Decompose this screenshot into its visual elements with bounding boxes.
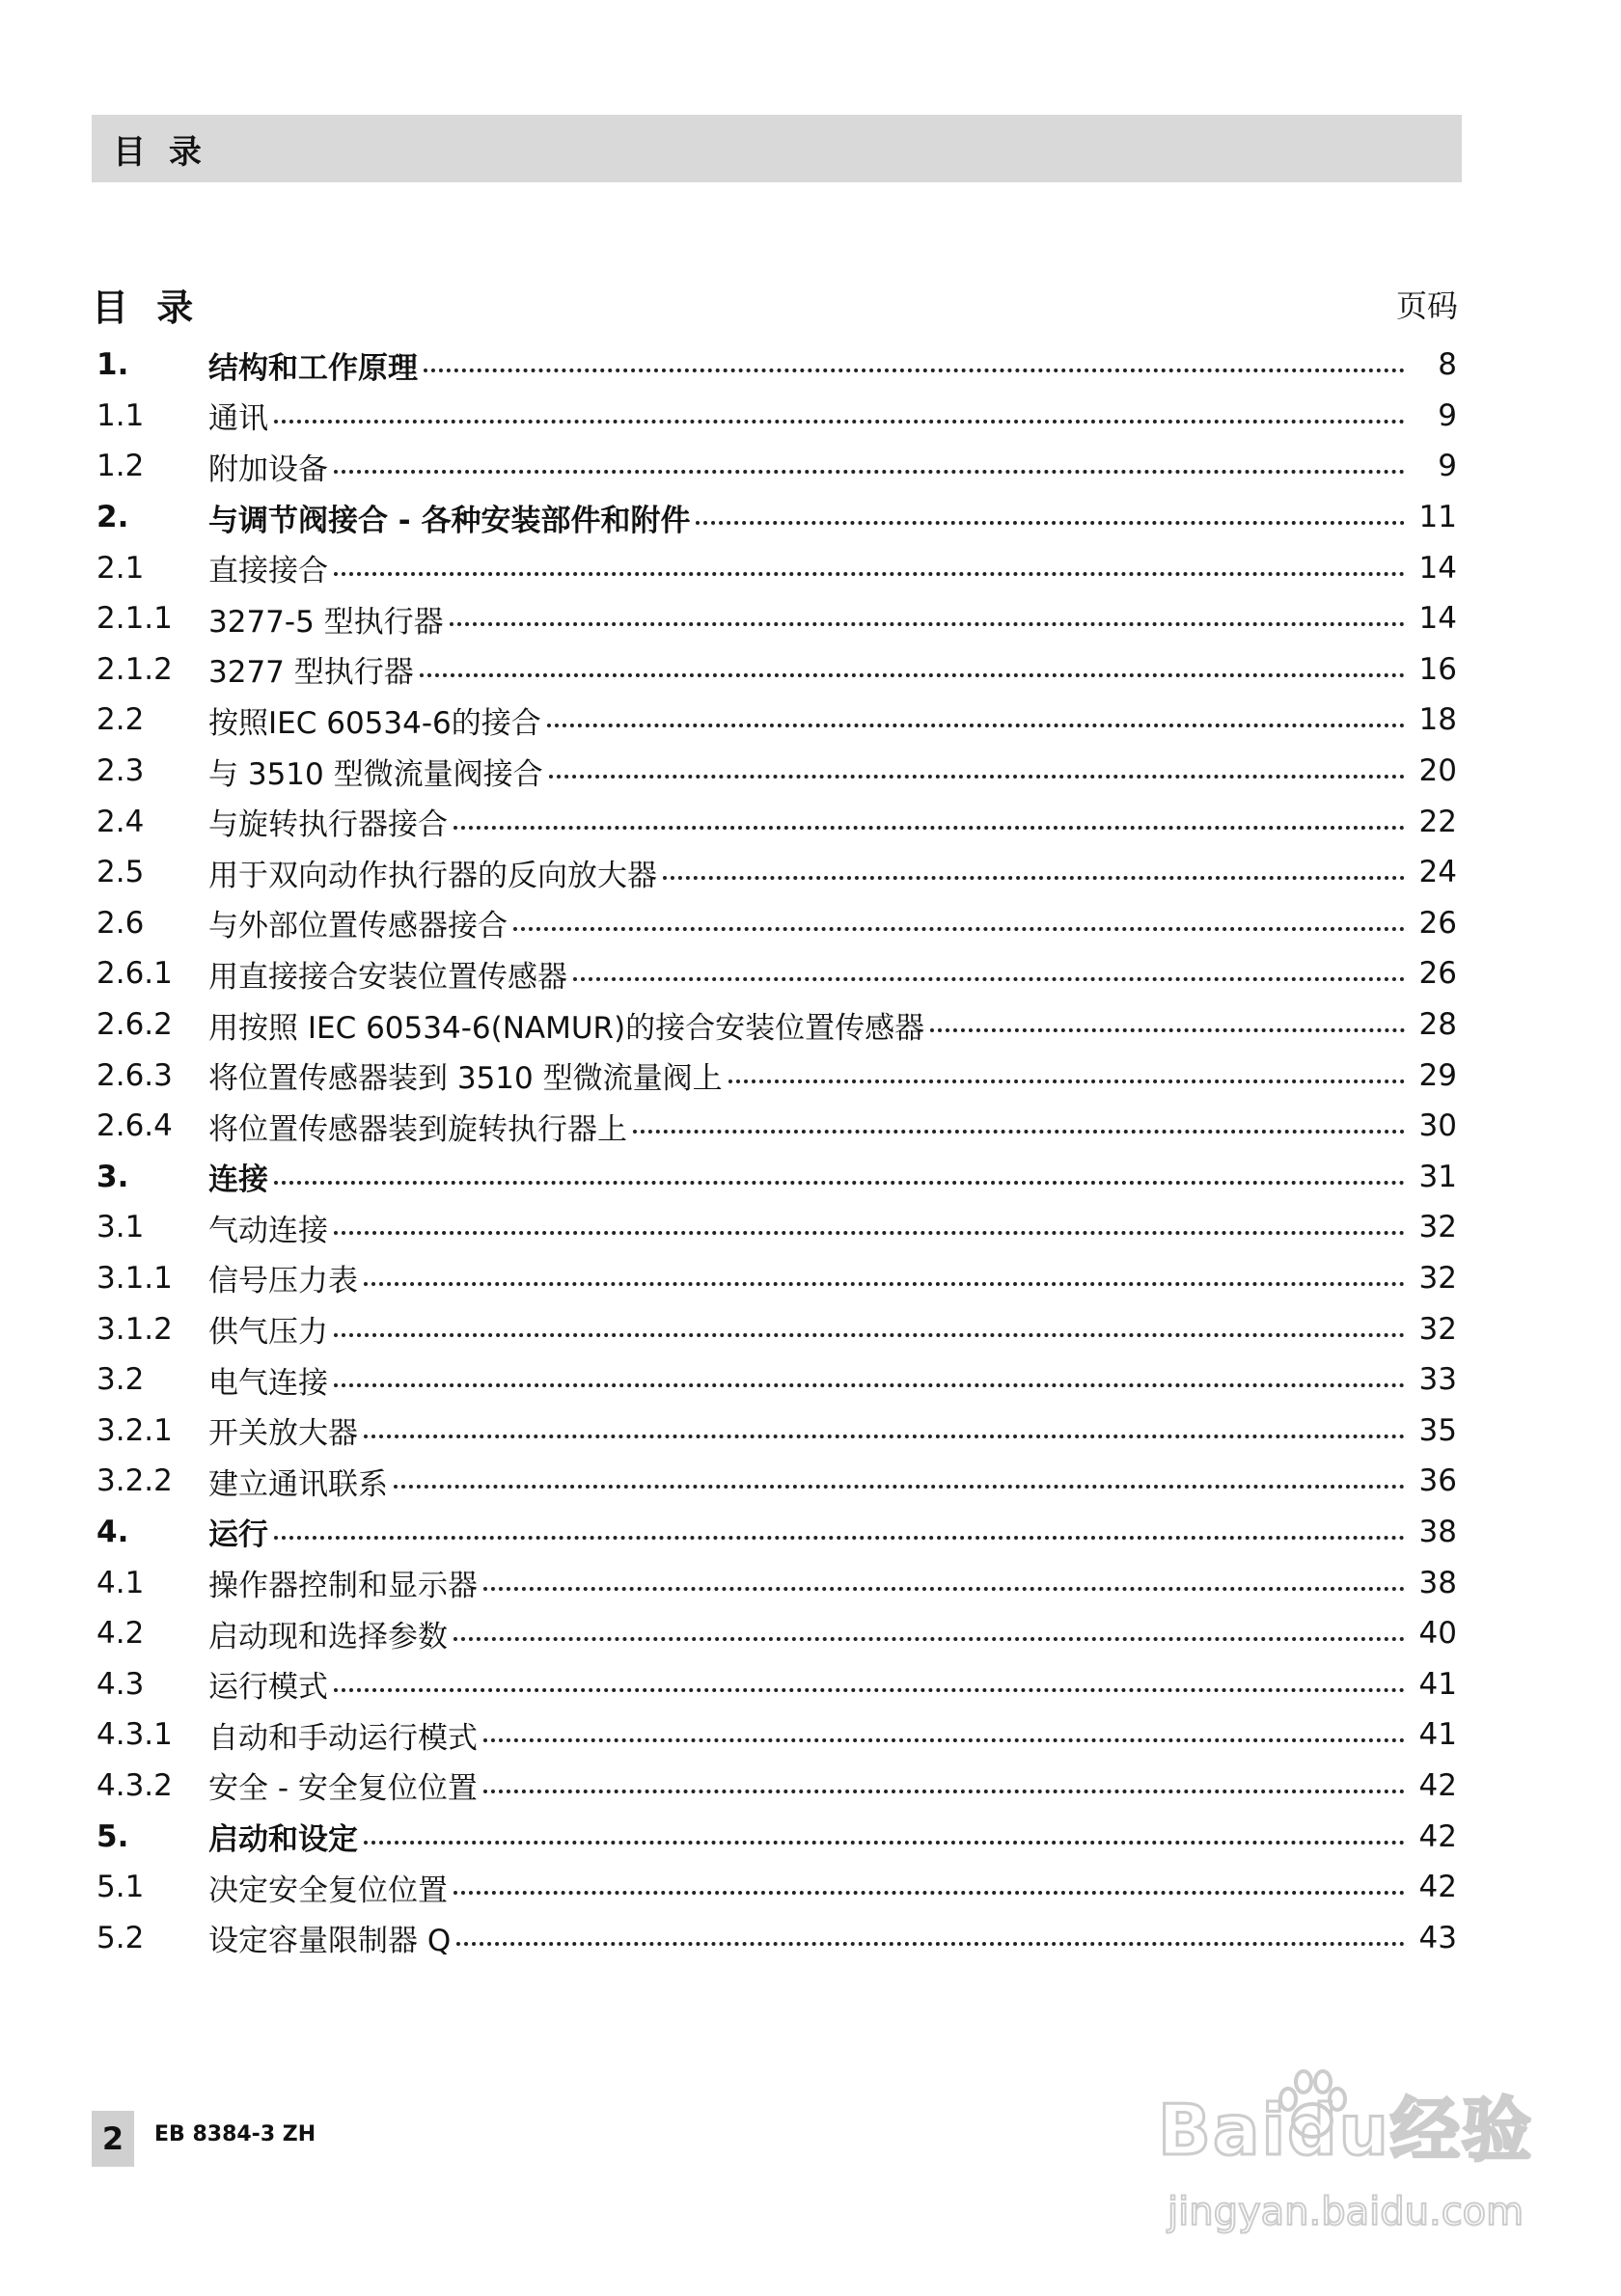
toc-entry bbox=[96, 542, 1457, 593]
toc-dot-leader bbox=[453, 1891, 1405, 1895]
toc-dot-leader bbox=[424, 369, 1405, 372]
toc-entry bbox=[96, 1202, 1457, 1253]
toc-entry-number: 2.4 bbox=[96, 804, 145, 839]
toc-entry-number: 4.3.1 bbox=[96, 1717, 173, 1753]
toc-entry-number: 3. bbox=[96, 1159, 129, 1194]
toc-entry bbox=[96, 898, 1457, 949]
toc-entry-number: 4.1 bbox=[96, 1565, 145, 1600]
toc-entry-title: 用直接接合安装位置传感器 bbox=[208, 959, 567, 995]
toc-entry-title: 运行 bbox=[208, 1517, 268, 1553]
toc-entry-title: 启动和设定 bbox=[208, 1822, 358, 1858]
toc-entry-number: 2.5 bbox=[96, 855, 145, 890]
toc-list bbox=[96, 340, 1457, 1963]
toc-entry-page: 9 bbox=[1438, 449, 1457, 484]
toc-dot-leader bbox=[334, 1333, 1405, 1337]
toc-entry bbox=[96, 593, 1457, 644]
paw-icon bbox=[1269, 2064, 1356, 2151]
toc-entry-number: 2.6.3 bbox=[96, 1057, 173, 1093]
toc-entry-page: 18 bbox=[1418, 702, 1457, 738]
toc-entry-title: 通讯 bbox=[208, 401, 268, 437]
toc-entry-page: 35 bbox=[1418, 1412, 1457, 1448]
toc-entry-page: 29 bbox=[1418, 1057, 1457, 1093]
toc-entry-number: 2.6.1 bbox=[96, 956, 173, 992]
toc-entry-page: 28 bbox=[1418, 1007, 1457, 1043]
toc-dot-leader bbox=[364, 1841, 1405, 1845]
toc-entry-page: 40 bbox=[1418, 1616, 1457, 1652]
toc-dot-leader bbox=[364, 1435, 1405, 1438]
toc-entry-page: 30 bbox=[1418, 1108, 1457, 1144]
toc-entry bbox=[96, 492, 1457, 543]
toc-dot-leader bbox=[334, 1383, 1405, 1387]
page-number-box bbox=[92, 2111, 134, 2167]
toc-entry bbox=[96, 391, 1457, 442]
toc-entry bbox=[96, 1354, 1457, 1406]
toc-entry-number: 1.2 bbox=[96, 449, 145, 484]
toc-entry-page: 42 bbox=[1418, 1767, 1457, 1803]
toc-entry-title: 操作器控制和显示器 bbox=[208, 1569, 478, 1604]
toc-dot-leader bbox=[453, 1637, 1405, 1641]
section-header-bar bbox=[92, 115, 1462, 182]
toc-entry-title: 开关放大器 bbox=[208, 1416, 358, 1452]
toc-dot-leader bbox=[633, 1130, 1405, 1134]
toc-entry-number: 2.1 bbox=[96, 550, 145, 586]
toc-entry bbox=[96, 796, 1457, 847]
toc-entry-title: 用按照 IEC 60534-6(NAMUR)的接合安装位置传感器 bbox=[208, 1010, 925, 1046]
toc-entry-number: 3.2 bbox=[96, 1362, 145, 1398]
toc-dot-leader bbox=[513, 927, 1405, 931]
toc-entry-title: 气动连接 bbox=[208, 1213, 328, 1248]
toc-entry-title: 安全 - 安全复位位置 bbox=[208, 1771, 478, 1807]
toc-dot-leader bbox=[334, 1688, 1405, 1692]
toc-dot-leader bbox=[728, 1080, 1405, 1083]
toc-entry-title: 启动现和选择参数 bbox=[208, 1619, 448, 1654]
toc-entry-number: 2.1.2 bbox=[96, 651, 173, 687]
toc-entry-title: 附加设备 bbox=[208, 451, 328, 487]
page-number: 2 bbox=[101, 2120, 124, 2157]
toc-dot-leader bbox=[274, 420, 1405, 424]
toc-entry bbox=[96, 1303, 1457, 1354]
toc-entry-title: 用于双向动作执行器的反向放大器 bbox=[208, 858, 657, 893]
toc-entry-page: 24 bbox=[1418, 855, 1457, 890]
toc-entry bbox=[96, 746, 1457, 797]
toc-entry-number: 2.1.1 bbox=[96, 601, 173, 637]
toc-entry-page: 16 bbox=[1418, 651, 1457, 687]
toc-entry bbox=[96, 1912, 1457, 1963]
toc-entry-number: 3.1.2 bbox=[96, 1311, 173, 1347]
toc-entry-page: 41 bbox=[1418, 1717, 1457, 1753]
toc-entry-number: 2.6.2 bbox=[96, 1007, 173, 1043]
toc-entry-title: 建立通讯联系 bbox=[208, 1466, 388, 1502]
toc-entry bbox=[96, 1152, 1457, 1203]
toc-entry bbox=[96, 999, 1457, 1051]
toc-entry-page: 20 bbox=[1418, 753, 1457, 789]
baidu-watermark bbox=[1148, 2064, 1553, 2257]
toc-title: 目 录 bbox=[92, 286, 202, 329]
toc-entry-page: 43 bbox=[1418, 1920, 1457, 1955]
toc-entry bbox=[96, 695, 1457, 746]
toc-entry-number: 5.1 bbox=[96, 1870, 145, 1905]
toc-entry-number: 2.6 bbox=[96, 905, 145, 941]
toc-entry bbox=[96, 1101, 1457, 1152]
toc-entry-page: 22 bbox=[1418, 804, 1457, 839]
toc-entry-page: 9 bbox=[1438, 397, 1457, 433]
toc-dot-leader bbox=[334, 1231, 1405, 1235]
toc-dot-leader bbox=[420, 673, 1405, 677]
toc-entry-page: 11 bbox=[1418, 500, 1457, 535]
toc-entry-title: 3277-5 型执行器 bbox=[208, 604, 444, 640]
toc-dot-leader bbox=[456, 1942, 1405, 1946]
toc-entry bbox=[96, 644, 1457, 696]
toc-entry-number: 1.1 bbox=[96, 397, 145, 433]
toc-dot-leader bbox=[450, 622, 1405, 626]
toc-entry-page: 8 bbox=[1438, 347, 1457, 383]
toc-entry-title: 供气压力 bbox=[208, 1315, 328, 1351]
toc-entry bbox=[96, 1761, 1457, 1812]
toc-entry-page: 26 bbox=[1418, 956, 1457, 992]
toc-entry-title: 结构和工作原理 bbox=[208, 350, 418, 386]
toc-entry-number: 4.2 bbox=[96, 1616, 145, 1652]
toc-entry-number: 2.3 bbox=[96, 753, 145, 789]
toc-entry-title: 自动和手动运行模式 bbox=[208, 1720, 478, 1756]
toc-dot-leader bbox=[483, 1790, 1405, 1793]
section-header-title: 目 录 bbox=[113, 132, 207, 172]
watermark-brand: Baidu经验 bbox=[1158, 2090, 1533, 2171]
toc-dot-leader bbox=[930, 1028, 1405, 1032]
toc-entry-title: 3277 型执行器 bbox=[208, 655, 414, 691]
toc-entry-page: 14 bbox=[1418, 550, 1457, 586]
toc-entry-title: 决定安全复位位置 bbox=[208, 1872, 448, 1908]
toc-entry-page: 14 bbox=[1418, 601, 1457, 637]
toc-dot-leader bbox=[663, 876, 1405, 880]
toc-entry bbox=[96, 948, 1457, 999]
toc-entry-title: 将位置传感器装到旋转执行器上 bbox=[208, 1111, 627, 1147]
toc-entry bbox=[96, 1608, 1457, 1659]
toc-entry-title: 设定容量限制器 Q bbox=[208, 1924, 452, 1959]
toc-dot-leader bbox=[483, 1587, 1405, 1591]
toc-entry-page: 31 bbox=[1418, 1159, 1457, 1194]
toc-page-label: 页码 bbox=[1395, 287, 1458, 324]
toc-entry bbox=[96, 1658, 1457, 1709]
toc-entry bbox=[96, 1507, 1457, 1558]
toc-entry bbox=[96, 1050, 1457, 1101]
toc-entry bbox=[96, 1253, 1457, 1304]
toc-entry bbox=[96, 1405, 1457, 1456]
toc-entry-page: 32 bbox=[1418, 1311, 1457, 1347]
toc-dot-leader bbox=[547, 724, 1405, 727]
toc-entry bbox=[96, 340, 1457, 391]
toc-entry-page: 26 bbox=[1418, 905, 1457, 941]
toc-dot-leader bbox=[274, 1536, 1405, 1540]
toc-entry-number: 4. bbox=[96, 1514, 129, 1549]
toc-entry bbox=[96, 441, 1457, 492]
toc-entry-number: 3.2.2 bbox=[96, 1463, 173, 1499]
toc-entry-page: 32 bbox=[1418, 1210, 1457, 1245]
toc-dot-leader bbox=[549, 775, 1405, 779]
toc-dot-leader bbox=[573, 977, 1405, 981]
toc-dot-leader bbox=[394, 1485, 1405, 1489]
toc-entry-number: 5. bbox=[96, 1818, 129, 1854]
toc-entry-number: 4.3 bbox=[96, 1666, 145, 1702]
toc-entry-page: 42 bbox=[1418, 1818, 1457, 1854]
toc-entry-number: 3.1 bbox=[96, 1210, 145, 1245]
toc-heading bbox=[92, 275, 1462, 333]
toc-entry-title: 信号压力表 bbox=[208, 1264, 358, 1299]
toc-dot-leader bbox=[483, 1738, 1405, 1742]
toc-entry-page: 41 bbox=[1418, 1666, 1457, 1702]
toc-entry-number: 1. bbox=[96, 347, 129, 383]
toc-entry-number: 2.2 bbox=[96, 702, 145, 738]
toc-entry-number: 3.1.1 bbox=[96, 1260, 173, 1296]
toc-entry bbox=[96, 847, 1457, 898]
toc-dot-leader bbox=[364, 1282, 1405, 1286]
toc-entry-page: 42 bbox=[1418, 1870, 1457, 1905]
toc-entry-title: 将位置传感器装到 3510 型微流量阀上 bbox=[208, 1061, 723, 1097]
toc-entry-page: 32 bbox=[1418, 1260, 1457, 1296]
toc-entry-page: 36 bbox=[1418, 1463, 1457, 1499]
toc-entry-page: 38 bbox=[1418, 1565, 1457, 1600]
document-code: EB 8384-3 ZH bbox=[154, 2122, 316, 2146]
toc-entry-page: 38 bbox=[1418, 1514, 1457, 1549]
toc-entry-title: 与调节阀接合 - 各种安装部件和附件 bbox=[208, 503, 691, 538]
toc-entry bbox=[96, 1709, 1457, 1761]
toc-entry-title: 运行模式 bbox=[208, 1670, 328, 1706]
toc-entry bbox=[96, 1456, 1457, 1507]
toc-dot-leader bbox=[453, 826, 1405, 830]
toc-entry-number: 2. bbox=[96, 500, 129, 535]
toc-entry bbox=[96, 1811, 1457, 1862]
toc-entry-number: 4.3.2 bbox=[96, 1767, 173, 1803]
toc-dot-leader bbox=[334, 470, 1405, 474]
toc-entry-title: 与外部位置传感器接合 bbox=[208, 909, 508, 944]
toc-dot-leader bbox=[334, 572, 1405, 576]
toc-entry-title: 按照IEC 60534-6的接合 bbox=[208, 705, 541, 741]
toc-entry-number: 2.6.4 bbox=[96, 1108, 173, 1144]
toc-entry-title: 电气连接 bbox=[208, 1365, 328, 1401]
toc-entry-number: 5.2 bbox=[96, 1920, 145, 1955]
toc-entry-title: 与 3510 型微流量阀接合 bbox=[208, 756, 543, 792]
toc-entry bbox=[96, 1557, 1457, 1608]
toc-entry-page: 33 bbox=[1418, 1362, 1457, 1398]
toc-entry-title: 直接接合 bbox=[208, 554, 328, 589]
toc-entry bbox=[96, 1862, 1457, 1913]
watermark-url: jingyan.baidu.com bbox=[1168, 2190, 1525, 2234]
toc-entry-title: 连接 bbox=[208, 1162, 268, 1198]
toc-entry-number: 3.2.1 bbox=[96, 1412, 173, 1448]
toc-dot-leader bbox=[274, 1181, 1405, 1185]
toc-entry-title: 与旋转执行器接合 bbox=[208, 807, 448, 843]
toc-dot-leader bbox=[696, 521, 1405, 525]
